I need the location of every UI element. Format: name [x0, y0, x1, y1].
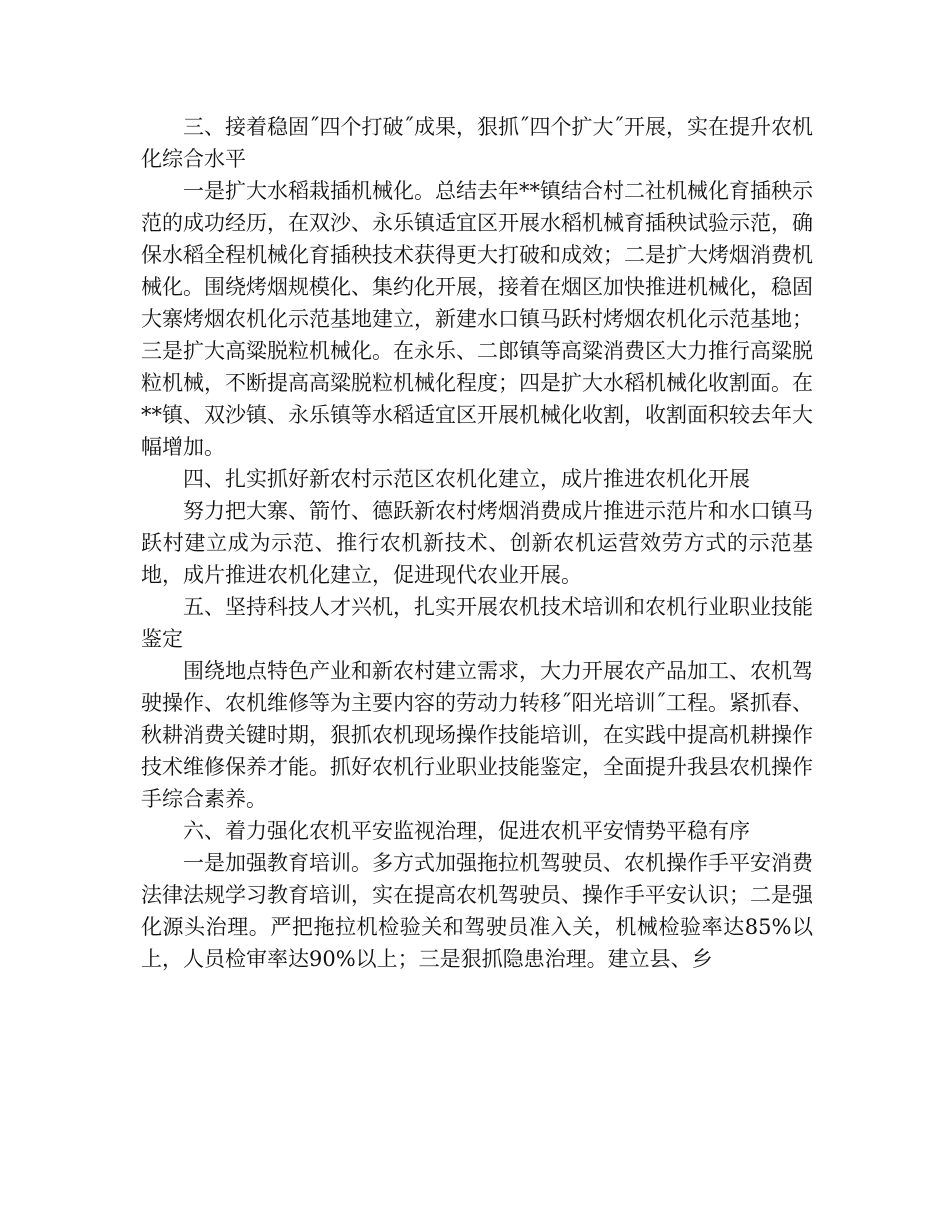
section-heading-3: 三、接着稳固˝四个打破˝成果，狠抓˝四个扩大˝开展，实在提升农机化综合水平	[141, 115, 813, 171]
section-heading-4: 四、扎实抓好新农村示范区农机化建立，成片推进农机化开展	[183, 467, 750, 491]
section-heading-6: 六、着力强化农机平安监视治理，促进农机平安情势平稳有序	[183, 819, 750, 843]
section-heading-5: 五、坚持科技人才兴机，扎实开展农机技术培训和农机行业职业技能鉴定	[141, 595, 813, 651]
document-body	[141, 111, 813, 975]
section-body-3: 一是扩大水稻栽插机械化。总结去年**镇结合村二社机械化育插秧示范的成功经历，在双沙、永乐镇适宜区开展水稻机械育插秧试验示范，确保水稻全程机械化育插秧技术获得更大打破和成效；二是扩大烤烟消费机械化。围绕烤烟规模化、集约化开展，接着在烟区加快推进机械化，稳固大寨烤烟农机化示范基地建立，新建水口镇马跃村烤烟农机化示范基地；三是扩大高粱脱粒机械化。在永乐、二郎镇等高粱消费区大力推行高粱脱粒机械，不断提高高粱脱粒机械化程度；四是扩大水稻机械化收割面。在**镇、双沙镇、永乐镇等水稻适宜区开展机械化收割，收割面积较去年大幅增加。	[141, 179, 813, 459]
section-body-4: 努力把大寨、箭竹、德跃新农村烤烟消费成片推进示范片和水口镇马跃村建立成为示范、推行农机新技术、创新农机运营效劳方式的示范基地，成片推进农机化建立，促进现代农业开展。	[141, 499, 813, 587]
section-body-6: 一是加强教育培训。多方式加强拖拉机驾驶员、农机操作手平安消费法律法规学习教育培训，实在提高农机驾驶员、操作手平安认识；二是强化源头治理。严把拖拉机检验关和驾驶员准入关，机械检验率达85%以上，人员检审率达90%以上；三是狠抓隐患治理。建立县、乡	[141, 851, 813, 971]
section-body-5: 围绕地点特色产业和新农村建立需求，大力开展农产品加工、农机驾驶操作、农机维修等为主要内容的劳动力转移˝阳光培训˝工程。紧抓春、秋耕消费关键时期，狠抓农机现场操作技能培训，在实践中提高机耕操作技术维修保养才能。抓好农机行业职业技能鉴定，全面提升我县农机操作手综合素养。	[141, 659, 813, 811]
